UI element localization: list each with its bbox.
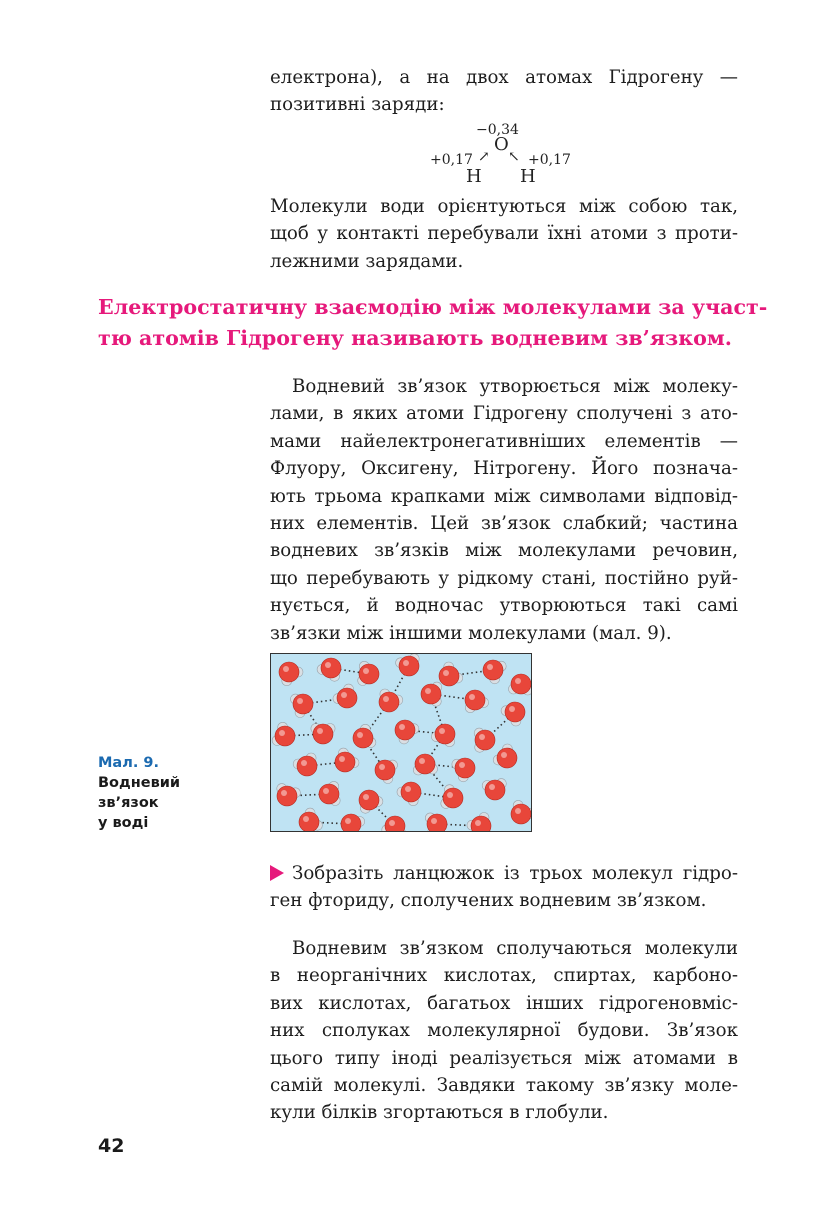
atom-highlight [383, 696, 389, 702]
oxygen-atom [485, 780, 505, 800]
atom-highlight [425, 688, 431, 694]
atom-highlight [501, 752, 507, 758]
oxygen-atom [299, 812, 319, 832]
paragraph-orientation [270, 193, 738, 275]
oxygen-atom [455, 758, 475, 778]
water-molecule [452, 758, 475, 782]
water-molecule [413, 754, 437, 775]
oxygen-atom [279, 662, 299, 682]
text-line: Флуору, Оксигену, Нітрогену. Його познача- [270, 458, 738, 480]
hydrogen-right-symbol: H [520, 166, 536, 187]
atom-highlight [297, 698, 303, 704]
oxygen-atom [359, 664, 379, 684]
water-molecule [483, 660, 506, 684]
hydrogen-left-charge: +0,17 [430, 152, 473, 168]
atom-highlight [403, 660, 409, 666]
water-molecule [317, 658, 341, 681]
oxygen-atom [421, 684, 441, 704]
text-line: Водневим зв’язком сполучаються молекули [292, 938, 738, 959]
water-molecule [511, 800, 532, 824]
oxygen-atom [337, 688, 357, 708]
task-line: Зобразіть ланцюжок із трьох молекул гідро- [292, 863, 738, 884]
text-line: що перебувають у рідкому стані, постійно руй- [270, 567, 738, 589]
oxygen-atom [497, 748, 517, 768]
oxygen-atom [293, 694, 313, 714]
paragraph-top [270, 64, 738, 119]
text-line: них сполуках молекулярної будови. Зв’язок [270, 1020, 738, 1042]
oxygen-atom [353, 728, 373, 748]
oxygen-atom [379, 692, 399, 712]
arrow-left-icon: ↗ [478, 149, 490, 165]
text-line: електрона), а на двох атомах Гідрогену — [270, 67, 738, 88]
water-molecule [395, 720, 419, 744]
water-charge-formula [430, 122, 580, 192]
oxygen-atom [297, 756, 317, 776]
water-molecule [353, 724, 376, 748]
water-molecule [425, 813, 447, 832]
oxygen-atom [341, 814, 361, 832]
oxygen-atom [277, 786, 297, 806]
atom-highlight [439, 728, 445, 734]
water-molecule [474, 728, 495, 752]
oxygen-atom [483, 660, 503, 680]
water-molecule [465, 690, 489, 713]
text-line: вих кислотах, багатьох інших гідрогеновміс- [270, 992, 738, 1014]
atom-highlight [475, 820, 481, 826]
text-line: Водневий зв’язок утворюється між молеку- [292, 376, 738, 397]
definition-line: Електростатичну взаємодію між молекулами за участ- [98, 295, 768, 319]
water-molecules-graphic [271, 654, 532, 832]
water-molecule [319, 781, 340, 805]
oxygen-atom [505, 702, 525, 722]
atom-highlight [487, 664, 493, 670]
atom-highlight [325, 662, 331, 668]
text-line: самій молекулі. Завдяки такому зв’язку моле- [270, 1074, 738, 1096]
caption-line: у воді [98, 815, 149, 831]
water-molecule [482, 779, 506, 800]
oxygen-atom [401, 782, 421, 802]
water-molecule [379, 689, 403, 712]
paragraph-hydrogen-bond [270, 373, 738, 647]
atom-highlight [323, 788, 329, 794]
water-molecule [299, 808, 322, 832]
caption-line: Водневий [98, 775, 181, 791]
atom-highlight [379, 764, 385, 770]
atom-highlight [399, 724, 405, 730]
atom-highlight [515, 678, 521, 684]
hydrogen-left-symbol: H [466, 166, 482, 187]
oxygen-atom [319, 784, 339, 804]
atom-highlight [431, 818, 437, 824]
atom-highlight [509, 706, 515, 712]
water-molecule [441, 785, 463, 809]
atom-highlight [459, 762, 465, 768]
text-line: кули білків згортаються в глобули. [270, 1102, 609, 1124]
water-molecule [333, 684, 357, 708]
atom-highlight [357, 732, 363, 738]
figure-caption [98, 753, 218, 833]
text-line: водневих зв’язків між молекулами речовин, [270, 540, 738, 562]
water-molecule [341, 814, 365, 832]
text-line: позитивні заряди: [270, 94, 445, 116]
atom-highlight [489, 784, 495, 790]
oxygen-atom [335, 752, 355, 772]
oxygen-atom [313, 724, 333, 744]
water-molecule [439, 662, 463, 686]
oxygen-atom [439, 666, 459, 686]
water-molecules-illustration [270, 653, 532, 832]
text-line: щоб у контакті перебували їхні атоми з проти- [270, 223, 738, 245]
water-molecule [291, 694, 314, 718]
text-line: лежними зарядами. [270, 250, 464, 272]
oxygen-atom [275, 726, 295, 746]
text-line: нується, й водночас утворюються такі самі [270, 595, 738, 617]
oxygen-atom [385, 816, 405, 832]
text-line: в неорганічних кислотах, спиртах, карбоно- [270, 965, 738, 987]
atom-highlight [515, 808, 521, 814]
text-line: зв’язки між іншими молекулами (мал. 9). [270, 622, 672, 644]
atom-highlight [303, 816, 309, 822]
definition-line: тю атомів Гідрогену називають водневим зв’язком. [98, 325, 732, 350]
oxygen-symbol: O [494, 134, 509, 155]
text-line: цього типу іноді реалізується між атомами в [270, 1047, 738, 1069]
water-molecule [277, 784, 301, 806]
atom-highlight [301, 760, 307, 766]
oxygen-atom [375, 760, 395, 780]
water-molecule [279, 662, 303, 686]
arrow-right-icon: ↖ [508, 149, 520, 165]
oxygen-atom [465, 690, 485, 710]
oxygen-atom [415, 754, 435, 774]
atom-highlight [443, 670, 449, 676]
atom-highlight [279, 730, 285, 736]
water-molecule [382, 816, 406, 832]
text-line: лами, в яких атоми Гідрогену сполучені з ато- [270, 403, 738, 425]
oxygen-atom [475, 730, 495, 750]
caption-line: зв’язок [98, 795, 159, 811]
water-molecule [431, 724, 455, 747]
water-molecule [375, 760, 398, 784]
atom-highlight [341, 692, 347, 698]
oxygen-charge: −0,34 [476, 122, 519, 138]
atom-highlight [339, 756, 345, 762]
atom-highlight [405, 786, 411, 792]
caption-title: Мал. 9. [98, 755, 159, 771]
atom-highlight [479, 734, 485, 740]
atom-highlight [469, 694, 475, 700]
atom-highlight [419, 758, 425, 764]
water-molecule [272, 722, 295, 746]
water-molecule [358, 661, 379, 685]
page-number: 42 [98, 1135, 125, 1157]
oxygen-atom [435, 724, 455, 744]
oxygen-atom [399, 656, 419, 676]
water-molecule [335, 748, 359, 772]
text-line: них елементів. Цей зв’язок слабкий; частина [270, 512, 738, 534]
text-line: Молекули води орієнтуються між собою так, [270, 196, 738, 217]
atom-highlight [363, 668, 369, 674]
water-molecule [311, 724, 335, 745]
water-molecule [397, 782, 421, 806]
oxygen-atom [359, 790, 379, 810]
water-molecule [467, 813, 491, 833]
atom-highlight [281, 790, 287, 796]
atom-highlight [447, 792, 453, 798]
water-molecule [421, 682, 442, 706]
text-line: мами найелектронегативніших елементів — [270, 430, 738, 452]
hydrogen-bond-definition [98, 292, 768, 354]
task-paragraph [270, 860, 738, 915]
paragraph-final [270, 935, 738, 1127]
oxygen-atom [443, 788, 463, 808]
text-line: ють трьома крапками між символами відповід- [270, 485, 738, 507]
oxygen-atom [321, 658, 341, 678]
atom-highlight [345, 818, 351, 824]
task-line: ген фториду, сполучених водневим зв’язком. [270, 890, 707, 912]
oxygen-atom [395, 720, 415, 740]
oxygen-atom [427, 814, 447, 832]
hydrogen-right-charge: +0,17 [528, 152, 571, 168]
atom-highlight [389, 820, 395, 826]
water-molecule [396, 654, 420, 676]
water-molecule [493, 744, 517, 768]
atom-highlight [283, 666, 289, 672]
oxygen-atom [511, 804, 531, 824]
atom-highlight [317, 728, 323, 734]
water-molecule [293, 753, 317, 776]
atom-highlight [363, 794, 369, 800]
oxygen-atom [511, 674, 531, 694]
water-molecule [509, 674, 533, 695]
